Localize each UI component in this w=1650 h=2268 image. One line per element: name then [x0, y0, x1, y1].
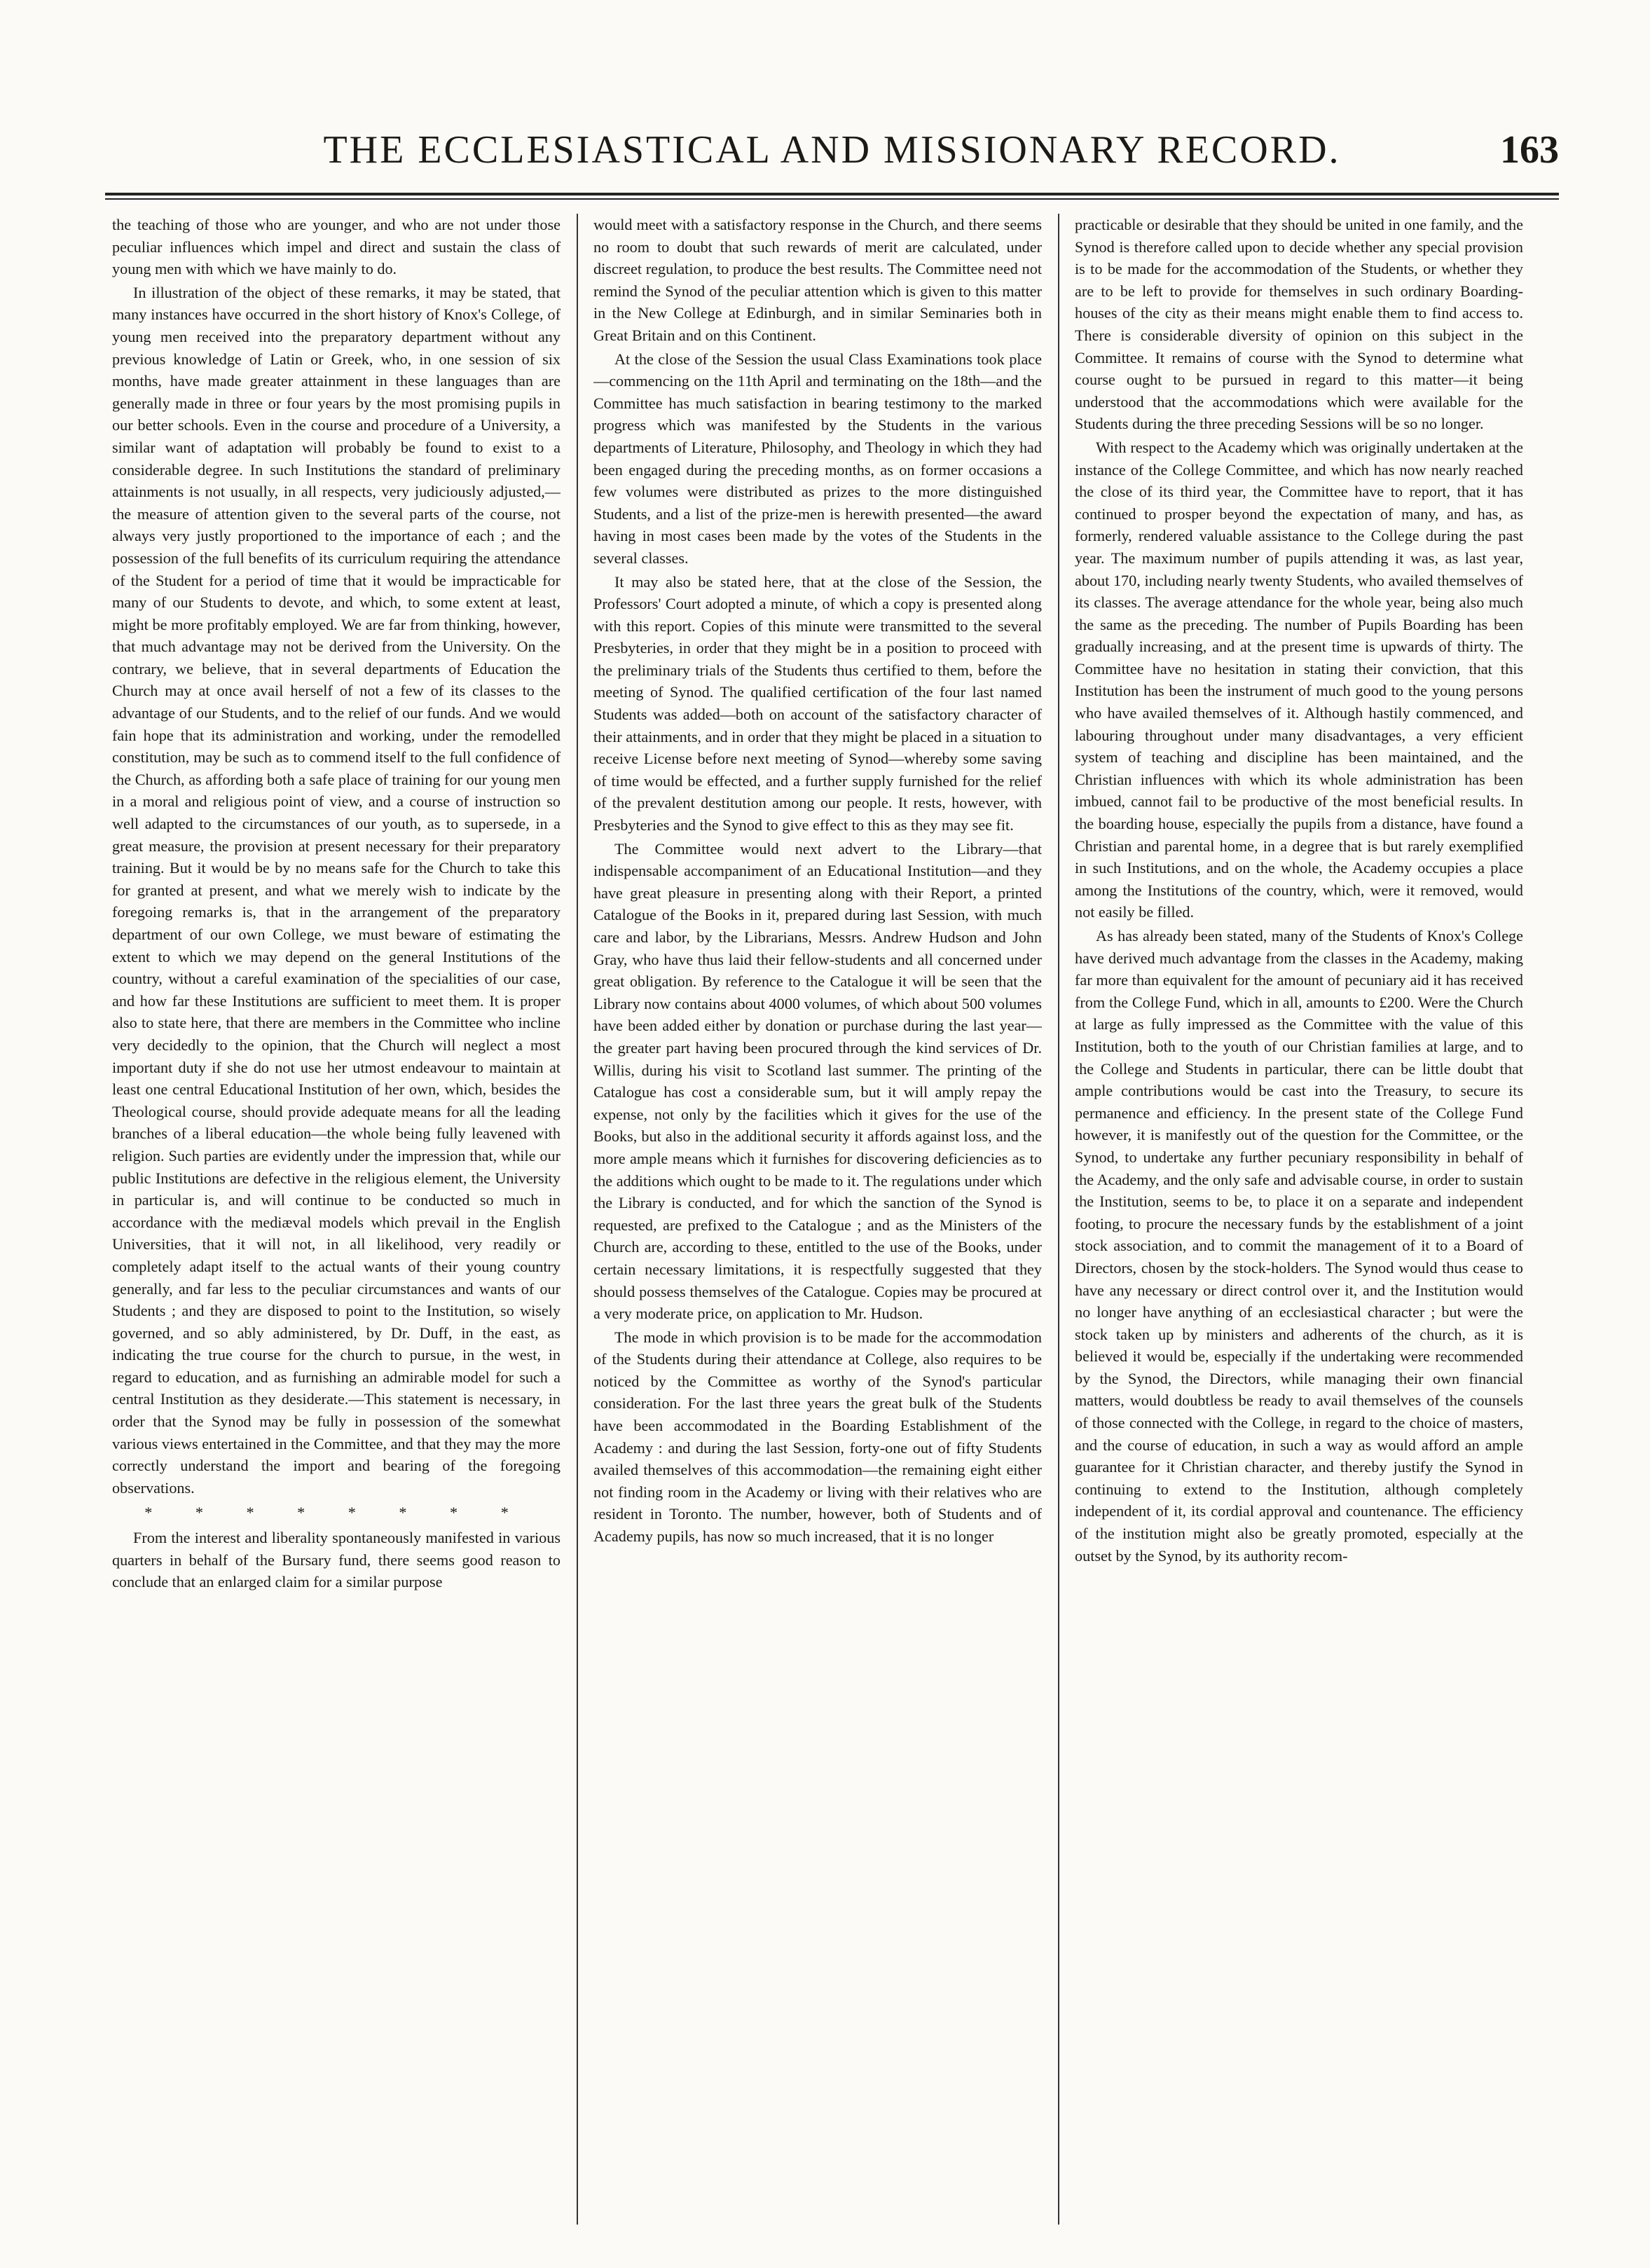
text-column-3 — [1075, 214, 1523, 2225]
paragraph: From the interest and liberality spontaneously manifested in various quarters in behalf of the Bursary fund, there seems good reason to conclude that an enlarged claim for a similar purpose — [112, 1529, 561, 1591]
text-column-1 — [112, 214, 561, 2225]
paragraph: With respect to the Academy which was originally undertaken at the instance of the College Committee, and which has now nearly reached the close of its third year, the Committee have to report, that it has continued to prosper beyond the expectation of many, and has, as formerly, rendered valuable assistance to the College during the past year. The maximum number of pupils attending it was, as last year, about 170, including nearly twenty Students, who availed themselves of its classes. The average attendance for the whole year, being also much the same as the preceding. The number of Pupils Boarding has been gradually increasing, and at the present time is upwards of thirty. The Committee have no hesitation in stating their conviction, that this Institution has been the instrument of much good to the young persons who have availed themselves of it. Although hastily commenced, and labouring throughout under many disadvantages, a very efficient system of teaching and discipline has been maintained, and the Christian influences with which its whole administration has been imbued, cannot fail to be productive of the most beneficial results. In the boarding house, especially the pupils from a distance, have found a Christian and parental home, in a degree that is but rarely exemplified in such Institutions, and on the whole, the Academy occupies a place among the Institutions of the country, which, were it removed, would not easily be filled. — [1075, 438, 1523, 921]
paragraph: The mode in which provision is to be made for the accommodation of the Students during their attendance at College, also requires to be noticed by the Committee as worthy of the Synod's particular consideration. For the last three years the great bulk of the Students have been accommodated in the Boarding Establishment of the Academy : and during the last Session, forty-one out of fifty Students availed themselves of this accommodation—the remaining eight either not finding room in the Academy or living with their relatives who are resident in Toronto. The number, however, both of Students and of Academy pupils, has now so much increased, that it is no longer — [593, 1328, 1042, 1546]
paragraph: It may also be stated here, that at the close of the Session, the Professors' Court adopted a minute, of which a copy is presented along with this report. Copies of this minute were transmitted to the several Presbyteries, in order that they might be in a position to proceed with the preliminary trials of the Students thus certified to them, before the meeting of Synod. The qualified certification of the four last named Students was added—both on account of the satisfactory character of their attainments, and in order that they might be placed in a situation to receive License before next meeting of Synod—whereby some saving of time would be effected, and a further supply furnished for the relief of the prevalent destitution among our people. It rests, however, with Presbyteries and the Synod to give effect to this as they may see fit. — [593, 572, 1042, 834]
paragraph: The Committee would next advert to the Library—that indispensable accompaniment of an Educational Institution—and they have great pleasure in presenting along with their Report, a printed Catalogue of the Books in it, prepared during last Session, with much care and labor, by the Librarians, Messrs. Andrew Hudson and John Gray, who have thus laid their fellow-students and all concerned under great obligation. By reference to the Catalogue it will be seen that the Library now contains about 4000 volumes, of which about 500 volumes have been added either by donation or purchase during the last year—the greater part having been procured through the kind services of Dr. Willis, during his visit to Scotland last summer. The printing of the Catalogue has cost a considerable sum, but it will amply repay the expense, not only by the facilities which it gives for the use of the Books, but also in the additional security it affords against loss, and the more ample means which it furnishes for discovering deficiencies as to the additions which ought to be made to it. The regulations under which the Library is conducted, and for which the sanction of the Synod is requested, are prefixed to the Catalogue ; and as the Ministers of the Church are, according to these, entitled to the use of the Books, under certain necessary limitations, it is respectfully suggested that they should possess themselves of the Catalogue. Copies may be procured at a very moderate price, on application to Mr. Hudson. — [593, 839, 1042, 1323]
page-header — [105, 128, 1559, 184]
page-number: 163 — [1500, 128, 1559, 172]
paragraph: At the close of the Session the usual Class Examinations took place—commencing on the 11th April and terminating on the 18th—and the Committee has much satisfaction in bearing testimony to the marked progress which was manifested by the Students in the various departments of Literature, Philosophy, and Theology in which they had been engaged during the preceding months, as on former occasions a few volumes were distributed as prizes to the more distinguished Students, and a list of the prize-men is herewith presented—the award having in most cases been made by the votes of the Students in the several classes. — [593, 350, 1042, 567]
column-divider — [577, 214, 578, 2225]
paragraph: the teaching of those who are younger, and who are not under those peculiar influences which impel and direct and sustain the class of young men with which we have mainly to do. — [112, 216, 561, 278]
header-rule-thick — [105, 193, 1559, 195]
column-divider — [1058, 214, 1059, 2225]
paragraph: would meet with a satisfactory response in the Church, and there seems no room to doubt that such rewards of merit are calculated, under discreet regulation, to produce the best results. The Committee need not remind the Synod of the peculiar attention which is given to this matter in the New College at Edinburgh, and in similar Seminaries both in Great Britain and on this Continent. — [593, 216, 1042, 344]
paragraph: practicable or desirable that they should be united in one family, and the Synod is therefore called upon to decide whether any special provision is to be made for the accommodation of the Students, or whether they are to be left to provide for themselves in such ordinary Boarding-houses of the city as their means might enable them to find access to. There is considerable diversity of opinion on this subject in the Committee. It remains of course with the Synod to determine what course ought to be pursued in regard to this matter—it being understood that the accommodations which were available for the Students during the three preceding Sessions will be so no longer. — [1075, 216, 1523, 433]
paragraph: In illustration of the object of these remarks, it may be stated, that many instances have occurred in the short history of Knox's College, of young men received into the preparatory department without any previous knowledge of Latin or Greek, who, in one session of six months, have made greater attainment in these languages than are generally made in three or four years by the most promising pupils in our better schools. Even in the course and procedure of a University, a similar want of adaptation will probably be found to exist to a considerable degree. In such Institutions the standard of preliminary attainments is not usually, in all respects, very judiciously adjusted,—the measure of attention given to the several parts of the course, not always very justly proportioned to the importance of each ; and the possession of the full benefits of its curriculum requiring the attendance of the Student for a period of time that it would be impracticable for many of our Students to devote, and which, to some extent at least, might be more profitably employed. We are far from thinking, however, that much advantage may not be derived from the University. On the contrary, we believe, that in several departments of Education the Church may at once avail herself of not a few of its classes to the advantage of our Students, and to the relief of our funds. And we would fain hope that its administration and working, under the remodelled constitution, may be such as to commend itself to the full confidence of the Church, as affording both a safe place of training for our young men in a moral and religious point of view, and a course of instruction so well adapted to the circumstances of our youth, as to supersede, in a great measure, the provision at present necessary for their preparatory training. But it would be by no means safe for the Church to take this for granted at present, and what we merely wish to indicate by the foregoing remarks is, that in the arrangement of the preparatory department of our own College, we must beware of estimating the extent to which we may depend on the general Institutions of the country, without a careful examination of the specialities of our case, and how far these Institutions are sufficient to meet them. It is proper also to state here, that there are members in the Committee who incline very decidedly to the opinion, that the Church will neglect a most important duty if she do not use her utmost endeavour to maintain at least one central Educational Institution of her own, which, besides the Theological course, should provide adequate means for all the leading branches of a liberal education—the whole being fully leavened with religion. Such parties are evidently under the impression that, while our public Institutions are defective in the religious element, the University in particular is, and will continue to be conducted so much in accordance with the mediæval models which prevail in the English Universities, that it will not, in all likelihood, very readily or completely adapt itself to the actual wants of their young country generally, and far less to the peculiar circumstances and wants of our Students ; and they are disposed to point to the Institution, so wisely governed, and so ably administered, by Dr. Duff, in the east, as indicating the true course for the church to pursue, in the west, in regard to education, and as furnishing an admirable model for such a central Institution as they desiderate.—This statement is necessary, in order that the Synod may be fully in possession of the somewhat various views entertained in the Committee, and that they may the more correctly understand the import and bearing of the foregoing observations. — [112, 283, 561, 1497]
text-column-2 — [593, 214, 1042, 2225]
header-rule-thin — [105, 198, 1559, 200]
section-break-stars: * * * * * * * * — [144, 1504, 528, 1522]
running-title: THE ECCLESIASTICAL AND MISSIONARY RECORD. — [323, 128, 1341, 172]
paragraph: As has already been stated, many of the Students of Knox's College have derived much advantage from the classes in the Academy, making far more than equivalent for the amount of pecuniary aid it has received from the College Fund, which in all, amounts to £200. Were the Church at large as fully impressed as the Committee with the value of this Institution, both to the youth of our Christian families at large, and to the College and Students in particular, there can be little doubt that ample contributions would be cast into the Treasury, to secure its permanence and efficiency. In the present state of the College Fund however, it is manifestly out of the question for the Committee, or the Synod, to undertake any further pecuniary responsibility in behalf of the Academy, and the only safe and advisable course, in order to sustain the Institution, seems to be, to place it on a separate and independent footing, to procure the necessary funds by the establishment of a joint stock association, and to commit the management of it to a Board of Directors, chosen by the stock-holders. The Synod would thus cease to have any necessary or direct control over it, and the Institution would no longer have anything of an ecclesiastical character ; but were the stock taken up by ministers and adherents of the church, as it is believed it would be, especially if the undertaking were recommended by the Synod, the Directors, while managing their own financial matters, would doubtless be ready to avail themselves of the counsels of those connected with the College, in regard to the choice of masters, and the course of education, in such a way as would afford an ample guarantee for it Christian character, and thereby justify the Synod in continuing to extend to the Institution, although completely independent of it, its cordial approval and countenance. The efficiency of the institution might also be greatly promoted, especially at the outset by the Synod, by its authority recom- — [1075, 927, 1523, 1565]
